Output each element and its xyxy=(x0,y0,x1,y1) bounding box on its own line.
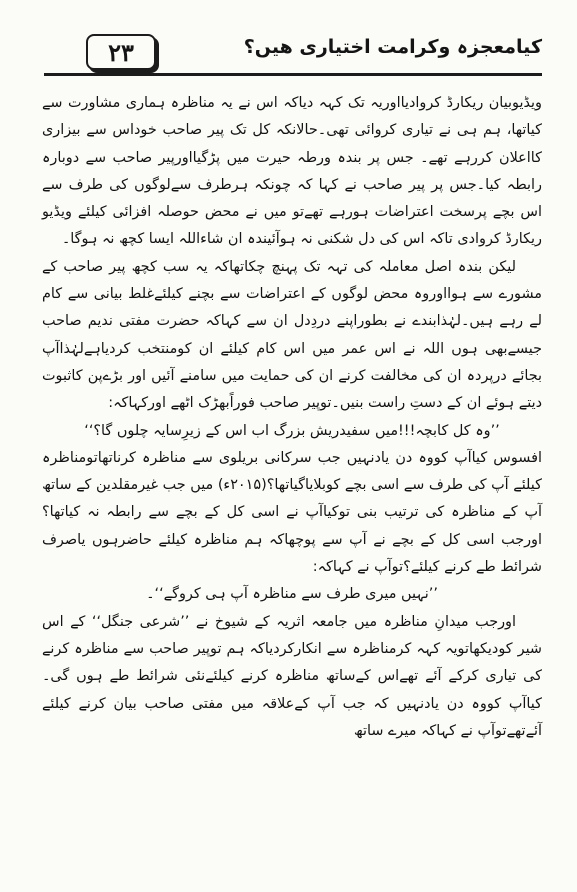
page-number: ۲۳ xyxy=(108,37,134,67)
paragraph: اورجب میدانِ مناظرہ میں جامعہ اثریہ کے شیوخ نے ’’شرعی جنگل‘‘ کے اس شیر کودیکھاتویہ کہہ کرمناظرہ سے انکارکردیاکہ ہم توپیر صاحب سے مناظرہ کرنے کی تیاری کرکے آئے تھےاس کےساتھ مناظرہ کرنے کیلئےنئی شرائط طے ہوں گی۔کیاآپ کووہ دن یادنہیں کہ جب آپ کےعلاقہ میں مفتی صاحب بیان کرنے کیلئے آئےتھےتوآپ نے کہاکہ میرے ساتھ xyxy=(42,613,542,739)
paragraph: ویڈیوبیان ریکارڈ کروادیااوریہ تک کہہ دیاکہ اس نے یہ مناظرہ ہماری مشاورت سے کیاتھا، ہم ہی نے تیاری کروائی تھی۔حالانکہ کل تک پیر صاحب خوداس سے بیزاری کااعلان کررہے تھے۔ جس پر بندہ ورطہ حیرت میں پڑگیااورپیر صاحب سے دوبارہ رابطہ کیا۔جس پر پیر صاحب نے کہا کہ چونکہ ہرطرف سےلوگوں کی طرف سے اس بچے پرسخت اعتراضات ہورہے تھےتو میں نے محض حوصلہ افزائی کیلئے ویڈیو ریکارڈ کروادی تاکہ اس کی دل شکنی نہ ہوآئیندہ ان شاءاللہ ایسا کچھ نہ ہوگا۔ xyxy=(42,95,542,248)
paragraph: افسوس کیاآپ کووہ دن یادنہیں جب سرکانی بریلوی سے مناظرہ کرناتھاتومناظرہ کیلئے آپ کی طرف سے اسی بچے کوبلایاگیاتھا؟(۲۰۱۵ء) میں جب غیرمقلدین کے ساتھ آپ کے مناظرہ کی ترتیب بنی توکیاآپ نے اسی کل کے بچے سے رابطہ نہ کیاتھا؟اورجب اسی کل کے بچے نے آپ سے پوچھاکہ ہم مناظرہ کیلئے حاضرہوں یاصرف شرائط طے کرنے کیلئے؟توآپ نے کہاکہ: xyxy=(42,449,542,576)
page-number-box xyxy=(86,34,156,70)
body-text xyxy=(42,90,542,745)
header-rule xyxy=(44,73,542,76)
running-title: کیامعجزہ وکرامت اختیاری ھیں؟ xyxy=(243,36,542,58)
page-header xyxy=(44,34,542,72)
paragraph: لیکن بندہ اصل معاملہ کی تہہ تک پہنچ چکاتھاکہ یہ سب کچھ پیر صاحب کے مشورے سے ہوااوروہ محض لوگوں کے اعتراضات سے بچنے کیلئےغلط بیانی سے کام لے رہے ہیں۔لہٰذابندے نے بطوراپنے دردِدل ان سے کہاکہ حضرت مفتی ندیم صاحب جیسےبھی ہوں اللہ نے اس عمر میں اس کام کیلئے ان کومنتخب کردیاہےلہٰذاآپ بجائے درپردہ ان کی مخالفت کرنے ان کی حمایت میں سامنے آئیں اور بڑےپن کاثبوت دیتے ہوئے ان کے دستِ راست بنیں۔توپیر صاحب فوراًبھڑک اٹھے اورکہاکہ: xyxy=(42,258,542,412)
quote: ’’وہ کل کابچہ!!!میں سفیدریش بزرگ اب اس کے زیرِسایہ چلوں گا؟‘‘ xyxy=(84,422,500,439)
quote: ’’نہیں میری طرف سے مناظرہ آپ ہی کروگے‘‘۔ xyxy=(146,586,438,603)
